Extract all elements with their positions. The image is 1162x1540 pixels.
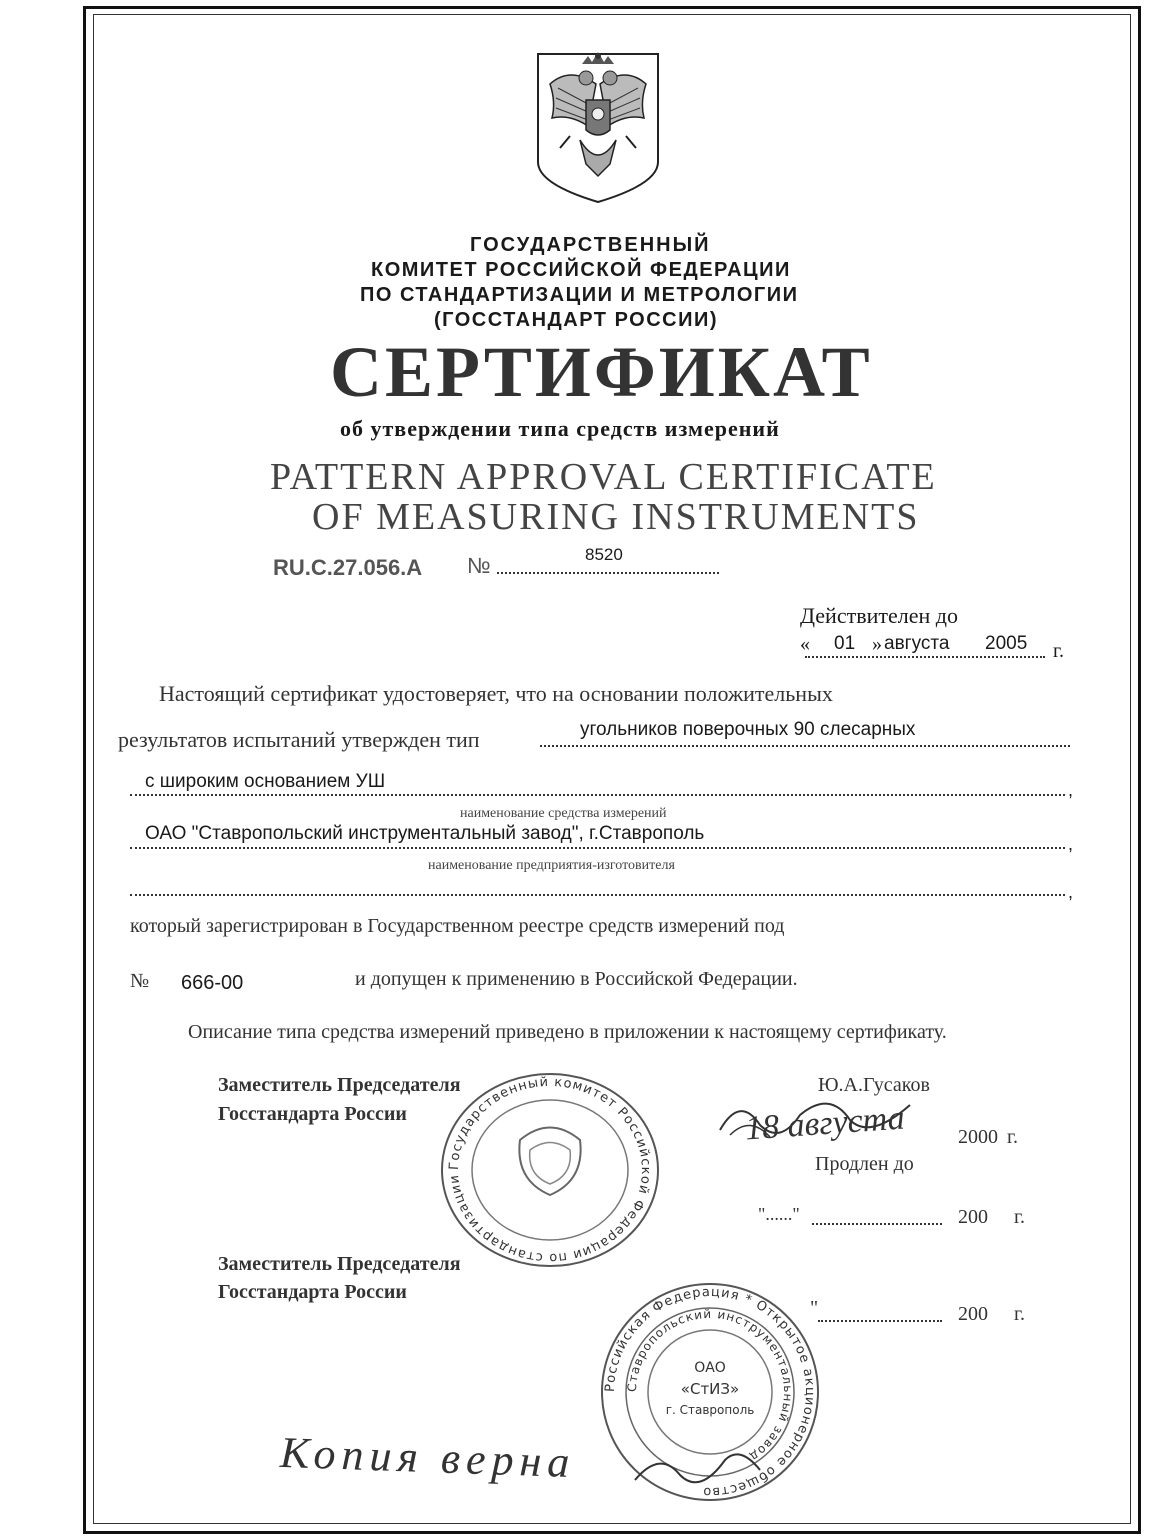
- registry-sign: №: [130, 970, 150, 992]
- instrument-underline-1: [540, 745, 1070, 747]
- deputy-line-2: Госстандарта России: [218, 1103, 407, 1125]
- certificate-number: 8520: [585, 545, 623, 564]
- registry-line: который зарегистрирован в Государственном реестре средств измерений под: [130, 915, 785, 937]
- manufacturer-caption: наименование предприятия-изготовителя: [428, 858, 675, 873]
- org-line-2: КОМИТЕТ РОССИЙСКОЙ ФЕДЕРАЦИИ: [371, 259, 791, 281]
- handwritten-signature: [700, 1085, 930, 1145]
- certificate-code: RU.C.27.056.A: [273, 555, 423, 580]
- number-sign: №: [467, 553, 491, 578]
- copy-note-scribble: [630, 1440, 770, 1500]
- extended-underline-2: [818, 1320, 942, 1322]
- closing-quote: ": [810, 1297, 819, 1319]
- org-line-3: ПО СТАНДАРТИЗАЦИИ И МЕТРОЛОГИИ: [360, 284, 799, 306]
- org-line-4: (ГОССТАНДАРТ РОССИИ): [434, 309, 718, 331]
- blank-comma: ,: [1068, 882, 1074, 902]
- certificate-title-en-1: PATTERN APPROVAL CERTIFICATE: [270, 456, 937, 498]
- registry-number: 666-00: [181, 972, 244, 994]
- extended-year-suffix-2: г.: [1014, 1303, 1025, 1325]
- deputy-line-1: Заместитель Председателя: [218, 1074, 461, 1096]
- gosstandart-stamp: [435, 1070, 665, 1270]
- extended-year-1: 200: [958, 1206, 988, 1228]
- validity-close-quote: »: [872, 633, 882, 655]
- stamp2-center-3: г. Ставрополь: [665, 1403, 755, 1417]
- instrument-caption: наименование средства измерений: [460, 806, 667, 821]
- stamp2-outer-text: Российская Федерация * Открытое акционерное общество: [602, 1284, 818, 1500]
- validity-day: 01: [834, 633, 856, 654]
- signed-year: 2000: [958, 1126, 998, 1148]
- extended-label: Продлен до: [815, 1153, 914, 1175]
- extended-year-2: 200: [958, 1303, 988, 1325]
- stamp1-ring-text: Государственный комитет Российской Федерации по стандартизации: [446, 1074, 654, 1266]
- coat-of-arms-icon: [530, 44, 666, 204]
- certificate-title-en-2: OF MEASURING INSTRUMENTS: [312, 496, 920, 538]
- stamp2-center-1: ОАО: [694, 1360, 726, 1376]
- certificate-subtitle-ru: об утверждении типа средств измерений: [340, 416, 780, 441]
- extended-underline-1: [812, 1223, 942, 1225]
- extended-year-suffix-1: г.: [1014, 1206, 1025, 1228]
- signer-name: Ю.А.Гусаков: [818, 1074, 930, 1096]
- instrument-underline-2: [130, 794, 1065, 796]
- validity-underline: [805, 656, 1045, 658]
- deputy2-line-1: Заместитель Председателя: [218, 1253, 461, 1275]
- stamp2-inner-text: Ставропольский инструментальный завод: [624, 1306, 796, 1465]
- instrument-comma: ,: [1068, 780, 1074, 800]
- manufacturer-underline: [130, 847, 1065, 849]
- stamp2-center-2: «СтИЗ»: [680, 1380, 740, 1398]
- svg-text:Государственный комитет Россий: [435, 1070, 653, 1265]
- certificate-title: СЕРТИФИКАТ: [330, 332, 873, 412]
- org-line-1: ГОСУДАРСТВЕННЫЙ: [470, 234, 711, 256]
- signed-date-handwritten: 18 августа: [743, 1099, 906, 1148]
- validity-open-quote: «: [800, 633, 810, 655]
- extended-quote: "......": [758, 1204, 800, 1224]
- number-underline: [497, 572, 719, 574]
- signed-year-suffix: г.: [1007, 1126, 1018, 1148]
- registry-suffix: и допущен к применению в Российской Федерации.: [355, 968, 798, 990]
- copy-note-handwritten: Копия верна: [279, 1427, 577, 1488]
- body-line-2-prefix: результатов испытаний утвержден тип: [118, 727, 480, 752]
- deputy2-line-2: Госстандарта России: [218, 1281, 407, 1303]
- instrument-name-1: угольников поверочных 90 слесарных: [580, 719, 916, 740]
- validity-year-suffix: г.: [1053, 640, 1064, 662]
- manufacturer-comma: ,: [1068, 834, 1074, 854]
- instrument-name-2: с широким основанием УШ: [145, 771, 386, 792]
- validity-month: августа: [884, 633, 950, 654]
- manufacturer-name: ОАО "Ставропольский инструментальный завод", г.Ставрополь: [145, 823, 705, 844]
- description-line: Описание типа средства измерений приведено в приложении к настоящему сертификату.: [188, 1021, 947, 1043]
- validity-label: Действителен до: [800, 603, 958, 628]
- body-line-1: Настоящий сертификат удостоверяет, что на основании положительных: [159, 681, 833, 706]
- blank-underline: [130, 894, 1065, 896]
- validity-year: 2005: [985, 633, 1028, 654]
